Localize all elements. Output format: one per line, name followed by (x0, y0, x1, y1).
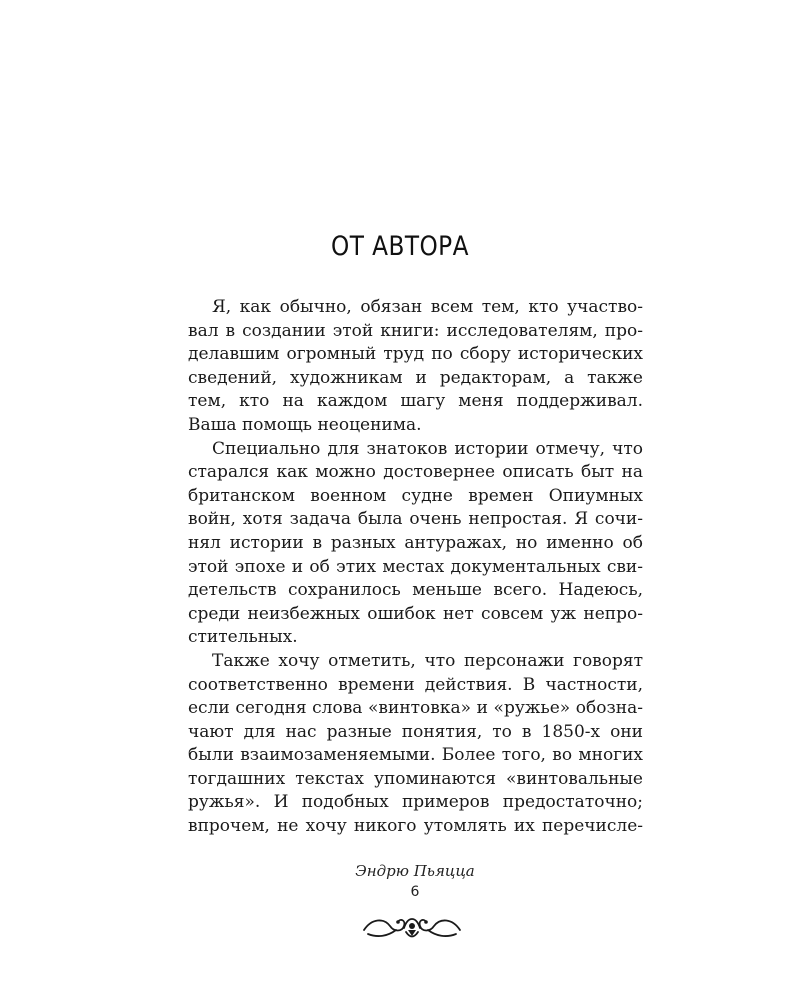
text-line: Также хочу отметить, что персонажи говорят (212, 650, 643, 671)
text-line: вал в создании этой книги: исследователям, про- (188, 320, 643, 341)
flourish-ornament-icon (362, 910, 462, 942)
text-line: тогдашних текстах упоминаются «винтовальные (188, 768, 643, 789)
page-number: 6 (410, 884, 420, 900)
text-line: этой эпохе и об этих местах документальных сви- (188, 556, 643, 577)
text-line: Я, как обычно, обязан всем тем, кто участво- (212, 297, 643, 317)
text-line: старался как можно достовернее описать быт на (188, 462, 643, 483)
text-line: ружья». И подобных примеров предостаточно; (188, 792, 643, 813)
page-title: ОТ АВТОРА (331, 231, 469, 262)
text-line: британском военном судне времен Опиумных (188, 485, 643, 506)
text-line: были взаимозаменяемыми. Более того, во многих (188, 745, 643, 766)
text-line: войн, хотя задача была очень непростая. Я сочи- (188, 509, 643, 530)
running-footer-author: Эндрю Пьяцца (355, 862, 475, 880)
text-line: детельств сохранилось меньше всего. Надеюсь, (188, 580, 643, 601)
text-line: Специально для знатоков истории отмечу, что (212, 438, 643, 459)
text-line: чают для нас разные понятия, то в 1850-х они (188, 721, 643, 742)
text-line: делавшим огромный труд по сбору исторических (188, 344, 643, 365)
text-line: сведений, художникам и редакторам, а также (188, 367, 643, 388)
text-line: нял истории в разных антуражах, но именно об (188, 532, 643, 553)
body-text (188, 296, 643, 839)
text-line: Ваша помощь неоценима. (188, 414, 422, 435)
text-line: стительных. (188, 627, 298, 648)
text-line: соответственно времени действия. В частности, (188, 674, 643, 695)
text-line: тем, кто на каждом шагу меня поддерживал. (188, 391, 643, 412)
text-line: если сегодня слова «винтовка» и «ружье» обозна- (188, 698, 643, 719)
text-line: среди неизбежных ошибок нет совсем уж непро- (188, 603, 643, 624)
text-line: впрочем, не хочу никого утомлять их перечисле- (188, 816, 643, 837)
